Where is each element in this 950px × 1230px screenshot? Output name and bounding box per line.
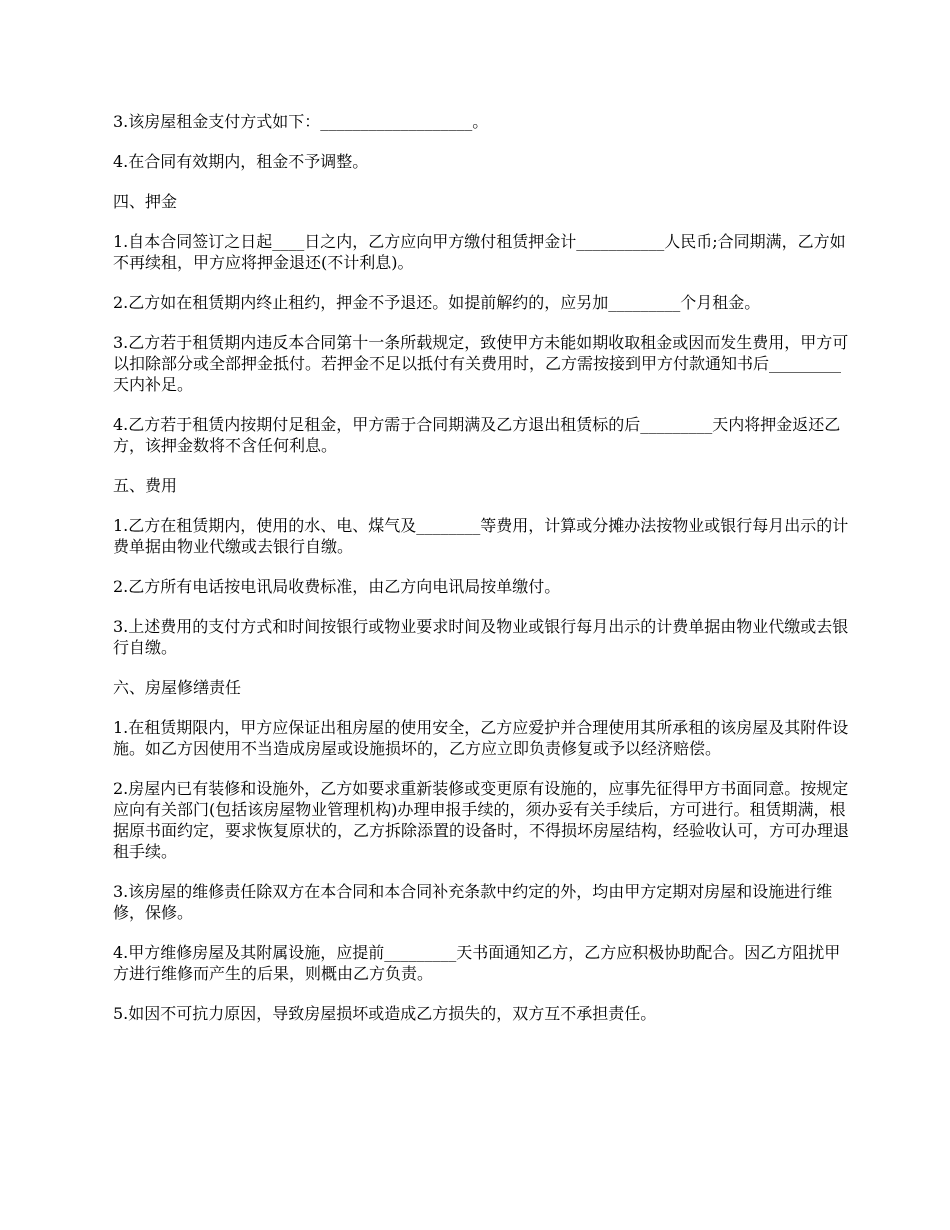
- repair-clause-2: 2.房屋内已有装修和设施外，乙方如要求重新装修或变更原有设施的，应事先征得甲方书面同意。按规定应向有关部门(包括该房屋物业管理机构)办理申报手续的，须办妥有关手续后，方可进行。租赁期满，根据原书面约定，要求恢复原状的，乙方拆除添置的设备时，不得损坏房屋结构，经验收认可，方可办理退租手续。: [113, 779, 850, 861]
- repair-clause-3: 3.该房屋的维修责任除双方在本合同和本合同补充条款中约定的外，均由甲方定期对房屋和设施进行维修，保修。: [113, 882, 833, 922]
- section-heading-fees: 五、费用: [113, 476, 178, 495]
- repair-clause-1: 1.在租赁期限内，甲方应保证出租房屋的使用安全，乙方应爱护并合理使用其所承租的该房屋及其附件设施。如乙方因使用不当造成房屋或设施损坏的，乙方应立即负责修复或予以经济赔偿。: [113, 718, 849, 758]
- fees-clause-1: 1.乙方在租赁期内，使用的水、电、煤气及________等费用，计算或分摊办法按物业或银行每月出示的计费单据由物业代缴或去银行自缴。: [113, 516, 849, 556]
- deposit-clause-4: 4.乙方若于租赁内按期付足租金，甲方需于合同期满及乙方退出租赁标的后_________天内将押金返还乙方，该押金数将不含任何利息。: [113, 415, 841, 455]
- repair-clause-5: 5.如因不可抗力原因，导致房屋损坏或造成乙方损失的，双方互不承担责任。: [113, 1004, 657, 1023]
- fees-clause-3: 3.上述费用的支付方式和时间按银行或物业要求时间及物业或银行每月出示的计费单据由物业代缴或去银行自缴。: [113, 617, 849, 657]
- repair-clause-4: 4.甲方维修房屋及其附属设施，应提前_________天书面通知乙方，乙方应积极协助配合。因乙方阻扰甲方进行维修而产生的后果，则概由乙方负责。: [113, 943, 841, 983]
- clause-4-rent-no-adjustment: 4.在合同有效期内，租金不予调整。: [113, 152, 369, 171]
- section-heading-deposit: 四、押金: [113, 192, 178, 211]
- section-heading-repair: 六、房屋修缮责任: [113, 678, 242, 697]
- deposit-clause-3: 3.乙方若于租赁期内违反本合同第十一条所载规定，致使甲方未能如期收取租金或因而发生费用，甲方可以扣除部分或全部押金抵付。若押金不足以抵付有关费用时，乙方需按接到甲方付款通知书后_________天内补足。: [113, 333, 849, 394]
- deposit-clause-1: 1.自本合同签订之日起____日之内，乙方应向甲方缴付租赁押金计___________人民币;合同期满，乙方如不再续租，甲方应将押金退还(不计利息)。: [113, 232, 846, 272]
- clause-3-rent-payment-method: 3.该房屋租金支付方式如下：___________________。: [113, 112, 489, 131]
- deposit-clause-2: 2.乙方如在租赁期内终止租约，押金不予退还。如提前解约的，应另加_________个月租金。: [113, 293, 761, 312]
- document-page: [113, 111, 853, 1043]
- fees-clause-2: 2.乙方所有电话按电讯局收费标准，由乙方向电讯局按单缴付。: [113, 577, 561, 596]
